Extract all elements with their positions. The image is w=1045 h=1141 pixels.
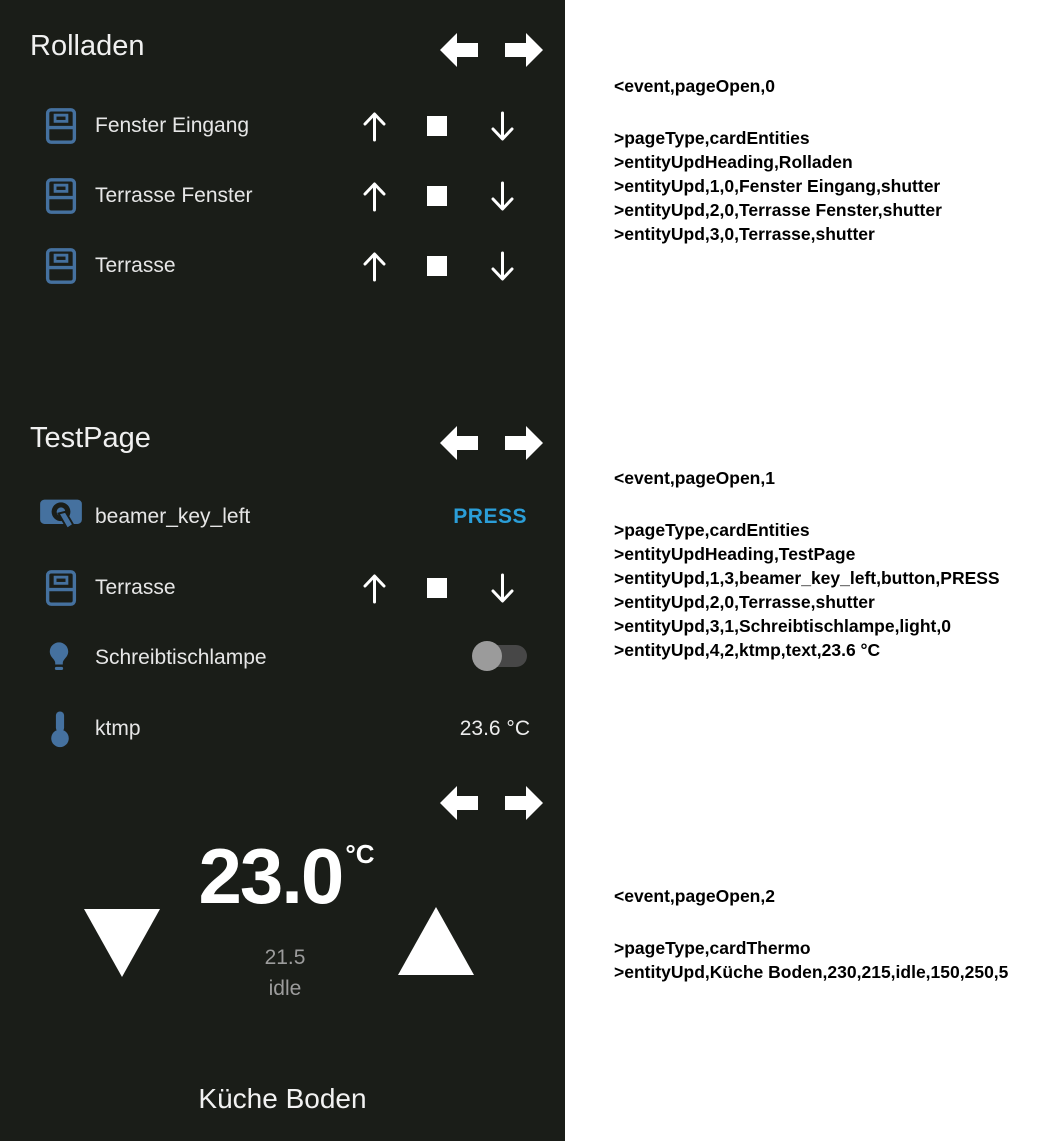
arrow-left-icon [440,786,478,820]
thermostat-title: Küche Boden [198,1083,367,1114]
sensor-value: 23.6 °C [459,717,530,740]
thermostat-state: idle [268,977,302,1000]
serial-line: >entityUpd,3,1,Schreibtischlampe,light,0 [614,616,951,636]
current-temperature-value: 23.0 [198,832,343,920]
shutter-up-button[interactable] [361,180,388,213]
serial-response-group [614,936,1034,984]
shutter-down-button[interactable] [489,572,516,605]
gesture-tap-button-icon [38,497,84,537]
entity-label: Terrasse [95,576,176,599]
serial-line: >pageType,cardEntities [614,128,810,148]
setpoint-decrease-button[interactable] [84,909,160,977]
entity-label: Terrasse Fenster [95,184,253,207]
shutter-up-button[interactable] [361,110,388,143]
temperature-unit: °C [345,839,375,869]
arrow-down-icon [489,180,516,213]
serial-log-page1 [614,466,1034,662]
arrow-right-icon [505,33,543,67]
shutter-stop-button[interactable] [427,578,447,598]
press-button[interactable]: PRESS [453,505,527,528]
serial-line: >entityUpd,2,0,Terrasse,shutter [614,592,875,612]
arrow-left-icon [440,426,478,460]
serial-line: >entityUpd,1,3,beamer_key_left,button,PRESS [614,568,1000,588]
serial-line: >entityUpd,4,2,ktmp,text,23.6 °C [614,640,881,660]
shutter-stop-button[interactable] [427,186,447,206]
setpoint-increase-button[interactable] [398,907,474,975]
arrow-up-icon [361,180,388,213]
light-toggle-switch[interactable] [475,645,527,667]
page-prev-button[interactable] [440,786,478,820]
serial-log-page2 [614,884,1034,984]
arrow-down-icon [489,110,516,143]
serial-line: >entityUpdHeading,TestPage [614,544,856,564]
current-temperature [165,832,405,920]
page-next-button[interactable] [505,426,543,460]
toggle-knob [472,641,502,671]
lightbulb-icon [46,640,72,675]
shutter-down-button[interactable] [489,110,516,143]
serial-line: >entityUpdHeading,Rolladen [614,152,853,172]
serial-response-group [614,518,1034,662]
page-next-button[interactable] [505,33,543,67]
window-shutter-icon [44,247,78,285]
serial-log-page0 [614,74,1034,246]
arrow-down-icon [489,572,516,605]
entity-label: Schreibtischlampe [95,646,267,669]
serial-line: >entityUpd,2,0,Terrasse Fenster,shutter [614,200,942,220]
entity-label: Terrasse [95,254,176,277]
page-prev-button[interactable] [440,33,478,67]
serial-event-line: <event,pageOpen,0 [614,76,775,96]
arrow-up-icon [361,110,388,143]
serial-event-line: <event,pageOpen,2 [614,886,775,906]
arrow-up-icon [361,572,388,605]
page-prev-button[interactable] [440,426,478,460]
serial-event-line: <event,pageOpen,1 [614,468,775,488]
window-shutter-icon [44,107,78,145]
entity-label: ktmp [95,717,141,740]
card-heading-rolladen: Rolladen [30,30,145,62]
arrow-left-icon [440,33,478,67]
serial-response-group [614,126,1034,246]
serial-line: >entityUpd,1,0,Fenster Eingang,shutter [614,176,941,196]
arrow-right-icon [505,786,543,820]
card-heading-testpage: TestPage [30,422,151,454]
shutter-down-button[interactable] [489,180,516,213]
arrow-right-icon [505,426,543,460]
serial-line: >pageType,cardThermo [614,938,811,958]
setpoint-value: 21.5 [264,946,306,969]
page-next-button[interactable] [505,786,543,820]
shutter-down-button[interactable] [489,250,516,283]
entity-label: beamer_key_left [95,505,251,528]
serial-line: >entityUpd,Küche Boden,230,215,idle,150,250,5 [614,962,1009,982]
serial-line: >entityUpd,3,0,Terrasse,shutter [614,224,875,244]
entity-label: Fenster Eingang [95,114,250,137]
shutter-stop-button[interactable] [427,116,447,136]
arrow-up-icon [361,250,388,283]
shutter-up-button[interactable] [361,250,388,283]
arrow-down-icon [489,250,516,283]
window-shutter-icon [44,177,78,215]
window-shutter-icon [44,569,78,607]
shutter-stop-button[interactable] [427,256,447,276]
thermometer-icon [48,710,72,748]
serial-line: >pageType,cardEntities [614,520,810,540]
shutter-up-button[interactable] [361,572,388,605]
